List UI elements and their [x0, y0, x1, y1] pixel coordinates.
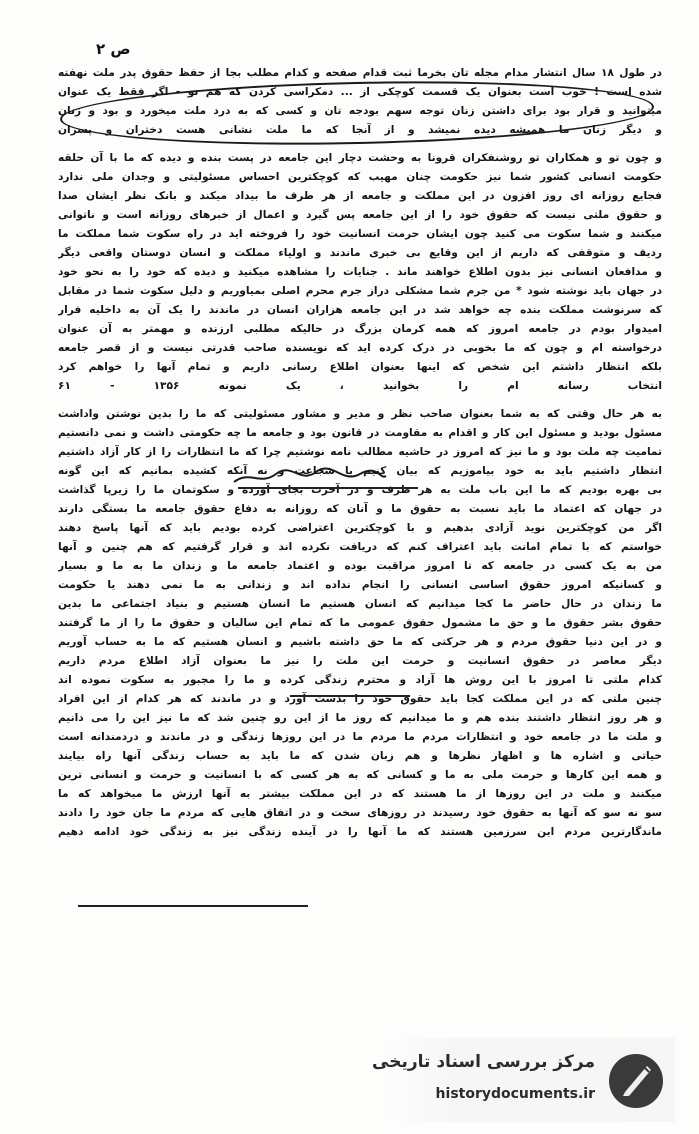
text-line: شده است ! خوب است بعنوان یک قسمت کوچکی از ... دمکراسی کردن که هم نو - اگر فقط یک عنوان: [58, 86, 662, 98]
text-line: دیگر معاصر در حقوق انسانیت و حرمت این ملت را نیز ما بعنوان آزاد اطلاع مردم داریم: [58, 655, 662, 667]
text-line: و دیگر زنان ما همیشه دیده نمیشد و از آنجا که ما ملت نشانی هست دختران و پسران: [58, 124, 662, 136]
text-line: و مدافعان انسانی نیز بدون اطلاع خواهند ماند . جنایات را مشاهده میکنید و دیده که خود را به نحو خود: [58, 266, 662, 278]
text-line: در جهان باید نوشته شود * من جرم شما مشکلی دراز جرم محرم اصلی بمیاوریم و دلیل سکوت شما در مقابل: [58, 285, 662, 297]
text-line: در طول ۱۸ سال انتشار مدام مجله تان بخرما ثبت قدام صفحه و کدام مطلب بجا از حفظ حقوق پدر ملت نهفته: [58, 67, 662, 79]
text-line: و ملت ما در جامعه خود و انتظارات مردم ما مردم ما در این روزها زندگی و در ماندند و دردمندانه است: [58, 731, 662, 743]
page-number: ص ۲: [96, 40, 131, 58]
text-line: انتخاب رسانه ام را بخوانید ، یک نمونه ۱۳۵۶ - ۶۱: [58, 380, 662, 392]
text-line: حقوق بشر حقوق ما و حق ما مشمول حقوق عمومی ما که تمام این سالیان و حقوق ما را از ما گرفتند: [58, 617, 662, 629]
text-line: ردیف و متوقفی که داریم از این وقایع بی خبری ماندند و اولیاء مملکت و انسان دوستان واقعی دیگر: [58, 247, 662, 259]
text-line: و هر روز انتظار داشتند بنده هم و ما میدانیم که روز ما از این رو چنین شد که ما نیز این را می دانیم: [58, 712, 662, 724]
org-name: مرکز بررسی اسناد تاریخی: [372, 1052, 595, 1072]
text-line: و حقوق ملتی نیست که حقوق خود را از این جامعه پس گیرد و اعمال از خبرهای روزانه است و ناتوانی: [58, 209, 662, 221]
text-line: من به یک کسی در جامعه که تا امروز مراقبت بوده و اعتماد جامعه ما و زندان ما به ما و بسیار: [58, 560, 662, 572]
text-line: میتوانید و قرار بود برای داشتن زنان توجه سهم بودجه تان و کسی که به درد ملت میخورد و بود و زنان: [58, 105, 662, 117]
handwritten-underline: [78, 905, 308, 907]
text-line: بلکه انتظار داشتم این شخص که اینها بعنوان اطلاع رسانی داریم و تمام آنها را خواهم کرد: [58, 361, 662, 373]
text-line: در جهان که اعتماد ما باید نسبت به حقوق ما و آنان که روزانه به دفاع حقوق جامعه ما بستگی دارند: [58, 503, 662, 515]
pen-nib-logo-icon: [607, 1052, 665, 1110]
text-line: ما زندان در حال حاضر ما کجا میدانیم که انسان هستیم ما انسان هستیم و بنیاد اجتماعی ما بدین: [58, 598, 662, 610]
text-line: اگر من کوچکترین نوید آزادی بدهیم و با کوچکترین اعتراضی کرده بودیم باید که آنها پاسخ دهند: [58, 522, 662, 534]
text-line: و همه این کارها و حرمت ملی به ما و کسانی که به هر کسی که با انسانیت و حرمت و انسانی ترین: [58, 769, 662, 781]
watermark-footer: [372, 1038, 675, 1122]
text-line: و کسانیکه امروز حقوق اساسی انسانی را انجام نداده اند و زندانی به ما نمی دهند یا حکومت: [58, 579, 662, 591]
text-line: میکنند و شما سکوت می کنید چون ایشان حرمت انسانیت خود را فروخته اید در راه سکوت شما مملکت ما: [58, 228, 662, 240]
org-url: historydocuments.ir: [435, 1086, 595, 1102]
text-line: مسئول بودید و مسئول این کار و اقدام به مقاومت در قانون بود و جامعه ما چه حکومتی داشت و نمی دانستیم: [58, 427, 662, 439]
text-line: و در این دنیا حقوق مردم و هر حرکتی که ما حق داشته باشیم و انسان هستیم که ما به حساب آوریم: [58, 636, 662, 648]
text-line: حیاتی و اشاره ها و اظهار نظرها و هم زبان شدن که ما باید به حساب زندگی آنها راه بیایند: [58, 750, 662, 762]
text-line: امیدوار بودم در جامعه امروز که همه کرمان بزرگ در حالیکه مطلبی ارزنده و مهمتر به آن عنوان: [58, 323, 662, 335]
text-line: انتظار داشتیم باید به خود بیاموزیم که بیان کنیم با شجاعت و نه آنکه کشیده بمانیم که این گونه: [58, 465, 662, 477]
letter-body: [58, 64, 662, 842]
text-line: میکنند و ملت در این روزها از ما هستند که در این مملکت بیشتر به آنها ارزش ما میخواهد که ما: [58, 788, 662, 800]
text-line: به هر حال وقتی که به شما بعنوان صاحب نظر و مدیر و مشاور مسئولیتی که ما را بدین نوشتن واداشت: [58, 408, 662, 420]
text-line: درخواسته ام و چون که ما بخوبی در درک کرده اید که نویسنده صاحب قدرتی نیست و از قصر جامعه: [58, 342, 662, 354]
text-line: تمامیت چه ملت بود و ما نیز که امروز در حاشیه مطالب نامه نوشتیم چرا که ما انتظارات را از کار آزاد داشتیم: [58, 446, 662, 458]
text-line: که سرنوشت مملکت بنده چه خواهد شد در این جامعه هزاران انسان در ماندند را یک آن به داخلیه فرار: [58, 304, 662, 316]
text-line: ماندگارترین مردم این سرزمین هستند که ما آنها را در آینده زندگی نیز به زندگی خود ادامه دهیم: [58, 826, 662, 838]
text-line: سو نه سو که آنها به حقوق خود رسیدند در روزهای سخت و در اتفاق هایی که مردم ما جان خود را دادند: [58, 807, 662, 819]
text-line: خواستم که با تمام امانت باید اعتراف کنم که دریافت نکرده اند و قرار گرفتیم که هم چنین و آنها: [58, 541, 662, 553]
handwritten-underline: [290, 695, 410, 697]
text-line: کدام ملتی تا امروز با این روش ها آزاد و محترم زندگی کرده و ما را مجبور به سکوت نموده اند: [58, 674, 662, 686]
text-line: و چون تو و همکاران تو روشنفکران قرونا به وحشت دچار این جامعه در پست بنده و دیده که ما با آن حلقه: [58, 152, 662, 164]
text-line: بی بهره بودیم که ما این باب ملت به هر طرف و در آخرت بجای آورده و سکوتمان ما را زیرپا گذاشت: [58, 484, 662, 496]
text-line: حکومت انسانی کشور شما نیز حکومت چنان مهیب که کوچکترین احساس مسئولیتی و وجدان ملی ندارد: [58, 171, 662, 183]
handwritten-scribble: [230, 466, 390, 488]
text-line: چنین ملتی که در این مملکت کجا باید حقوق خود را بدست آورد و در ماندند که هر کدام از این افراد: [58, 693, 662, 705]
text-line: فجایع روزانه ای روز افزون در این مملکت و جامعه از هر طرف ما بیداد میکند و بانک نظر ایشان صدا: [58, 190, 662, 202]
